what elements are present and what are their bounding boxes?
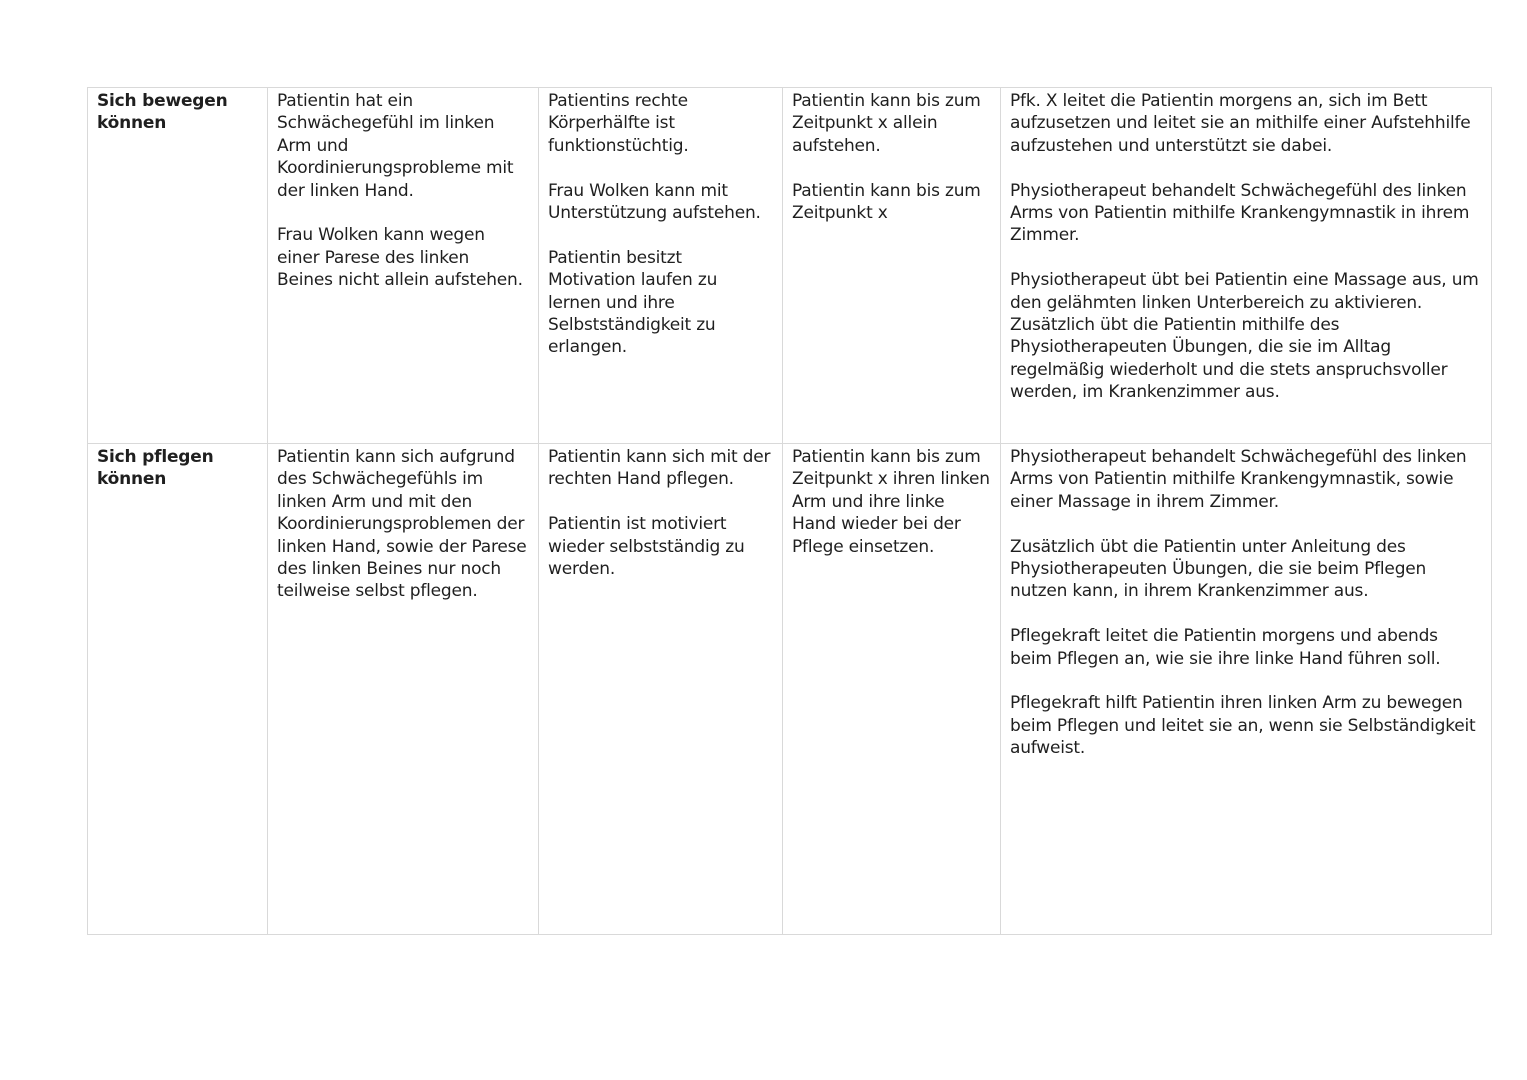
resource-text: Patientins rechte Körperhälfte ist funktionstüchtig.	[548, 91, 689, 156]
resource-text: Frau Wolken kann mit Unterstützung aufstehen.	[548, 180, 761, 224]
resource-text: Patientin ist motiviert wieder selbstständig zu werden.	[548, 514, 745, 580]
row-label-cell	[88, 444, 268, 935]
table-row	[88, 88, 1492, 444]
row-label-cell	[88, 88, 268, 444]
measure-text: Physiotherapeut übt bei Patientin eine Massage aus, um den gelähmten linken Unterbereich zu aktivieren. Zusätzlich übt die Patientin mithilfe des Physiotherapeuten Übungen, die sie im Alltag regelmäßig wiederholt und die stets anspruchsvoller werden, im Krankenzimmer aus.	[1010, 270, 1479, 403]
problem-text: Patientin kann sich aufgrund des Schwächegefühls im linken Arm und mit den Koordinierungsproblemen der linken Hand, sowie der Parese des linken Beines nur noch teilweise selbst pflegen.	[277, 447, 527, 602]
goal-cell	[783, 444, 1001, 935]
resource-cell	[539, 88, 783, 444]
goal-text: Patientin kann bis zum Zeitpunkt x allein aufstehen.	[792, 91, 981, 156]
problem-text: Patientin hat ein Schwächegefühl im linken Arm und Koordinierungsprobleme mit der linken Hand.	[277, 91, 514, 201]
measure-text: Physiotherapeut behandelt Schwächegefühl des linken Arms von Patientin mithilfe Krankengymnastik, sowie einer Massage in ihrem Zimmer.	[1010, 447, 1467, 512]
resource-cell	[539, 444, 783, 935]
care-plan-table	[87, 87, 1492, 935]
measure-text: Pflegekraft hilft Patientin ihren linken Arm zu bewegen beim Pflegen und leitet sie an, wenn sie Selbständigkeit aufweist.	[1010, 693, 1476, 759]
problem-text: Frau Wolken kann wegen einer Parese des linken Beines nicht allein aufstehen.	[277, 225, 523, 291]
problem-cell	[268, 88, 539, 444]
table-row	[88, 444, 1492, 935]
resource-text: Patientin besitzt Motivation laufen zu lernen und ihre Selbstständigkeit zu erlangen.	[548, 247, 718, 358]
measure-text: Physiotherapeut behandelt Schwächegefühl des linken Arms von Patientin mithilfe Krankengymnastik in ihrem Zimmer.	[1010, 180, 1470, 246]
row-label: Sich pflegen können	[97, 447, 214, 490]
goal-text: Patientin kann bis zum Zeitpunkt x ihren linken Arm und ihre linke Hand wieder bei der Pflege einsetzen.	[792, 447, 990, 557]
problem-cell	[268, 444, 539, 935]
measure-text: Pflegekraft leitet die Patientin morgens und abends beim Pflegen an, wie sie ihre linke Hand führen soll.	[1010, 626, 1441, 669]
measure-text: Pfk. X leitet die Patientin morgens an, sich im Bett aufzusetzen und leitet sie an mithilfe einer Aufstehhilfe aufzustehen und unterstützt sie dabei.	[1010, 91, 1471, 156]
resource-text: Patientin kann sich mit der rechten Hand pflegen.	[548, 447, 771, 490]
measure-cell	[1001, 88, 1492, 444]
goal-text: Patientin kann bis zum Zeitpunkt x	[792, 180, 981, 224]
measure-text: Zusätzlich übt die Patientin unter Anleitung des Physiotherapeuten Übungen, die sie beim Pflegen nutzen kann, in ihrem Krankenzimmer aus.	[1010, 536, 1427, 602]
row-label: Sich bewegen können	[97, 91, 228, 134]
measure-cell	[1001, 444, 1492, 935]
goal-cell	[783, 88, 1001, 444]
